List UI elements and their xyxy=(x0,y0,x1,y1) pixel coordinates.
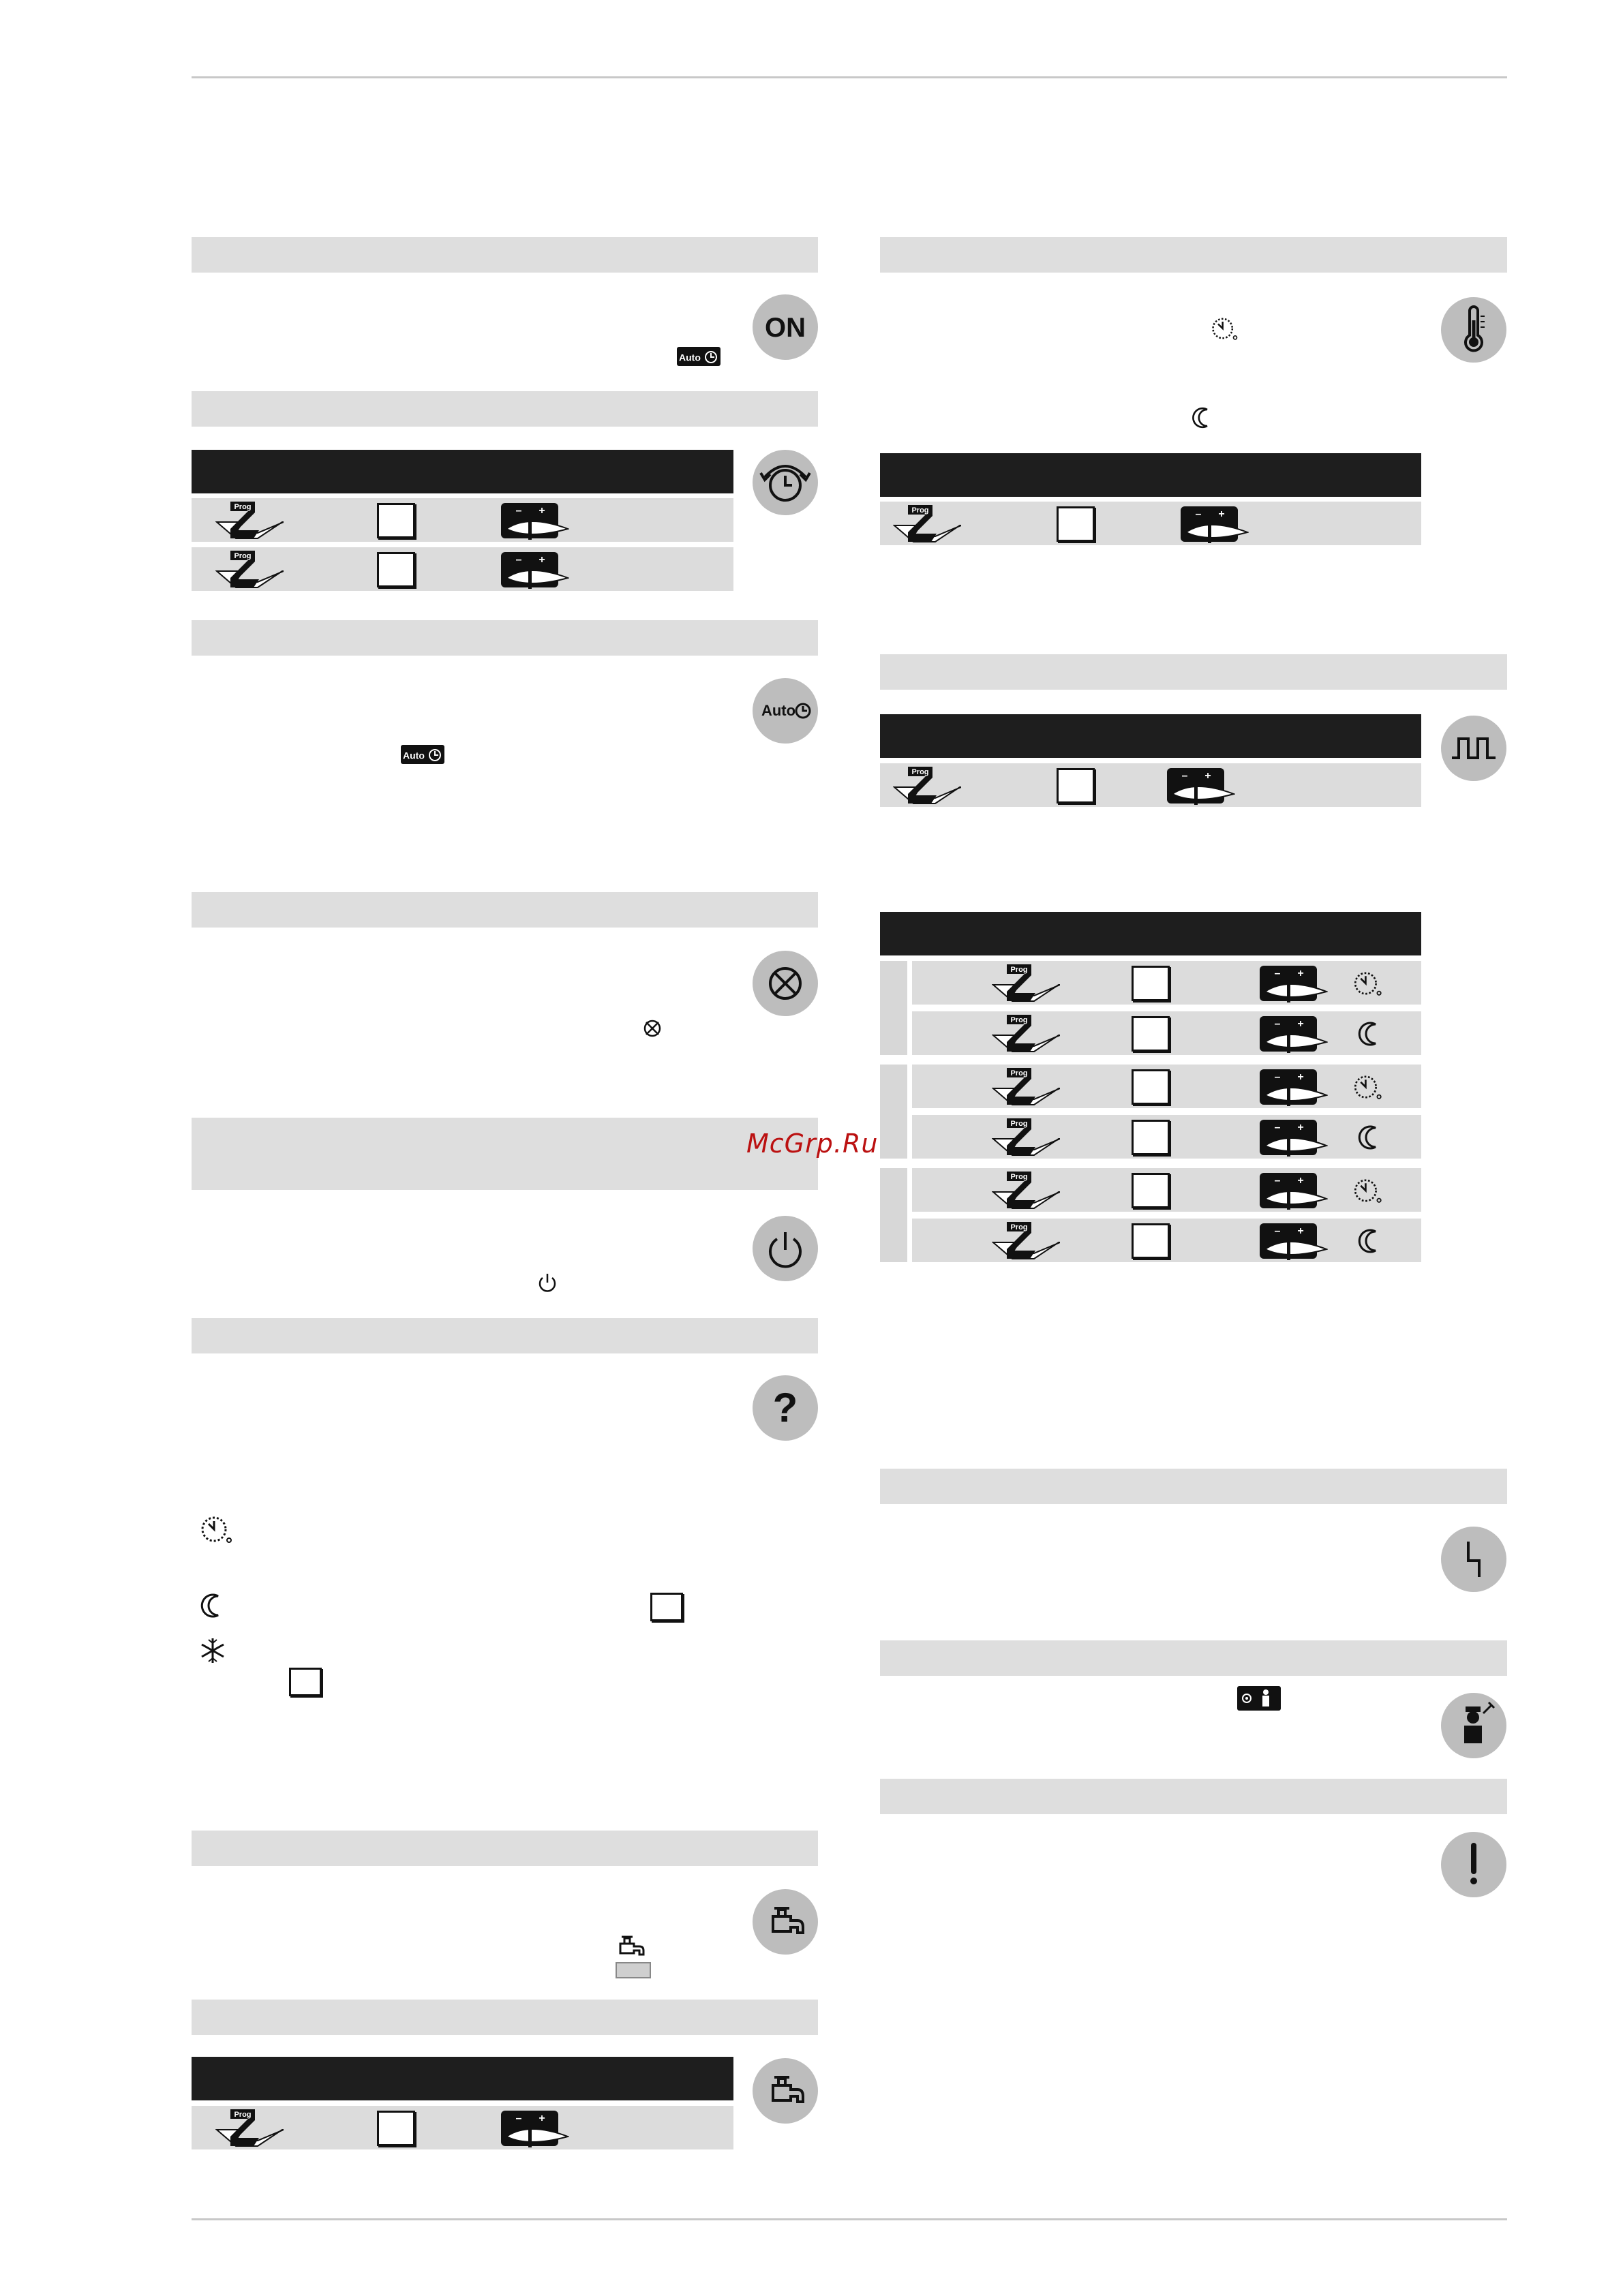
section-header-on xyxy=(192,237,818,273)
chimney-chip-inline xyxy=(1237,1686,1281,1711)
svg-text:+: + xyxy=(1218,508,1225,520)
prog-key-icon xyxy=(893,764,961,805)
svg-text:Auto: Auto xyxy=(761,702,796,719)
table-header-dhw xyxy=(192,2057,733,2100)
moon-icon xyxy=(198,1591,228,1621)
prog-key-icon xyxy=(992,1169,1060,1210)
crossed-circle-icon xyxy=(753,951,818,1016)
tap-icon xyxy=(753,2058,818,2124)
svg-text:Prog: Prog xyxy=(234,552,252,560)
minus-plus-rocker-icon xyxy=(1260,964,1328,1002)
minus-plus-rocker-icon xyxy=(1260,1015,1328,1053)
minus-plus-rocker-icon xyxy=(501,502,569,540)
section-header-auto xyxy=(192,620,818,656)
day-group-tab xyxy=(880,1168,907,1262)
clock-arrows-icon xyxy=(753,450,818,515)
moon-icon xyxy=(1355,1226,1385,1256)
table-header-pulse xyxy=(880,714,1421,758)
section-header-pulse xyxy=(880,654,1507,690)
help-badge xyxy=(753,1375,818,1441)
pulse-badge xyxy=(1441,716,1506,781)
section-header-off xyxy=(192,892,818,928)
key-square-inline xyxy=(650,1593,683,1621)
off-badge xyxy=(753,951,818,1016)
prog-key-icon xyxy=(992,1116,1060,1157)
comfort-clock-icon xyxy=(1350,1174,1386,1208)
standby-badge xyxy=(753,1216,818,1281)
key-square xyxy=(1132,1120,1170,1155)
svg-text:Prog: Prog xyxy=(234,2111,252,2119)
svg-text:–: – xyxy=(1274,1225,1281,1237)
auto-chip-inline xyxy=(401,745,444,764)
key-square xyxy=(377,503,415,538)
comfort-clock-icon xyxy=(1350,966,1386,1000)
svg-text:Prog: Prog xyxy=(911,506,929,515)
on-badge-icon xyxy=(753,294,818,360)
key-square-inline xyxy=(289,1668,322,1696)
svg-text:+: + xyxy=(1297,1175,1304,1187)
svg-text:+: + xyxy=(1204,770,1211,782)
comfort-clock-icon xyxy=(1208,312,1242,345)
key-square xyxy=(1057,768,1095,803)
minus-plus-rocker-icon xyxy=(1167,767,1235,805)
svg-text:+: + xyxy=(539,2113,545,2124)
thermometer-icon xyxy=(1441,297,1506,363)
section-header-dhw-time xyxy=(192,2000,818,2035)
on-badge xyxy=(753,294,818,360)
prog-key-icon xyxy=(992,1219,1060,1260)
minus-plus-rocker-icon xyxy=(501,2109,569,2147)
minus-plus-rocker-icon xyxy=(1260,1118,1328,1157)
key-square xyxy=(1132,1223,1170,1259)
minus-plus-rocker-icon xyxy=(1260,1222,1328,1260)
tap-icon xyxy=(753,1889,818,1955)
section-header-fault xyxy=(880,1469,1507,1504)
fault-badge xyxy=(1441,1527,1506,1592)
key-square xyxy=(377,2111,415,2146)
key-square xyxy=(1132,1173,1170,1208)
minus-plus-rocker-icon xyxy=(1260,1172,1328,1210)
minus-plus-rocker-icon xyxy=(1181,505,1249,543)
section-header-warning xyxy=(880,1779,1507,1814)
svg-text:–: – xyxy=(515,554,522,566)
auto-chip-inline xyxy=(677,347,721,366)
top-rule xyxy=(192,76,1507,78)
day-group-tab xyxy=(880,961,907,1055)
section-header-help xyxy=(192,1318,818,1353)
svg-text:–: – xyxy=(515,505,522,517)
prog-key-icon xyxy=(992,1012,1060,1053)
auto-clock-icon xyxy=(753,678,818,744)
question-icon xyxy=(753,1375,818,1441)
svg-text:–: – xyxy=(515,2113,522,2124)
svg-text:+: + xyxy=(1297,968,1304,979)
prog-key-icon xyxy=(215,548,284,589)
svg-text:+: + xyxy=(1297,1225,1304,1237)
svg-text:–: – xyxy=(1274,1018,1281,1030)
chimney-sweep-icon xyxy=(1441,1693,1506,1758)
key-square xyxy=(1057,506,1095,542)
comfort-clock-icon xyxy=(196,1510,237,1548)
svg-text:?: ? xyxy=(772,1385,798,1430)
chimney-sweep-icon xyxy=(1237,1686,1281,1711)
key-square xyxy=(1132,966,1170,1001)
watermark: McGrp.Ru xyxy=(746,1129,879,1159)
power-icon xyxy=(535,1270,560,1295)
minus-plus-rocker-icon xyxy=(1260,1068,1328,1106)
table-row xyxy=(880,763,1421,807)
table-row xyxy=(880,502,1421,545)
svg-text:–: – xyxy=(1274,1175,1281,1187)
svg-text:Prog: Prog xyxy=(234,503,252,511)
moon-icon xyxy=(1189,405,1215,431)
clock-icon xyxy=(427,748,442,763)
svg-text:Prog: Prog xyxy=(1010,966,1028,974)
tap-on-tank-icon xyxy=(613,1930,653,1979)
table-header-program xyxy=(880,912,1421,955)
section-header-temp xyxy=(880,237,1507,273)
clock-badge xyxy=(753,450,818,515)
crossed-circle-icon xyxy=(641,1017,664,1040)
auto-badge xyxy=(753,678,818,744)
minus-plus-rocker-icon xyxy=(501,551,569,589)
svg-text:Prog: Prog xyxy=(911,768,929,776)
thermo-badge xyxy=(1441,297,1506,363)
snowflake-icon xyxy=(198,1636,228,1666)
section-header-standby xyxy=(192,1118,818,1190)
svg-text:Prog: Prog xyxy=(1010,1069,1028,1077)
bottom-rule xyxy=(192,2218,1507,2220)
svg-text:+: + xyxy=(539,505,545,517)
power-icon xyxy=(753,1216,818,1281)
svg-text:+: + xyxy=(1297,1018,1304,1030)
prog-key-icon xyxy=(992,962,1060,1002)
svg-text:+: + xyxy=(1297,1071,1304,1083)
svg-text:–: – xyxy=(1274,1071,1281,1083)
clock-icon xyxy=(703,350,718,365)
auto-chip-label: Auto xyxy=(403,750,425,761)
auto-chip-label: Auto xyxy=(679,352,701,363)
moon-icon xyxy=(1355,1122,1385,1152)
chimney-badge xyxy=(1441,1693,1506,1758)
square-wave-icon xyxy=(1441,716,1506,781)
exclamation-icon xyxy=(1441,1832,1506,1897)
key-square xyxy=(1132,1069,1170,1105)
table-header-time xyxy=(192,450,733,493)
prog-key-icon xyxy=(215,2107,284,2147)
comfort-clock-icon xyxy=(1350,1070,1386,1104)
tap-badge xyxy=(753,1889,818,1955)
svg-text:Prog: Prog xyxy=(1010,1120,1028,1128)
section-header-time xyxy=(192,391,818,427)
key-square xyxy=(377,552,415,587)
svg-text:ON: ON xyxy=(765,313,806,343)
svg-text:–: – xyxy=(1195,508,1202,520)
svg-text:–: – xyxy=(1274,1122,1281,1133)
svg-text:–: – xyxy=(1274,968,1281,979)
prog-key-icon xyxy=(215,499,284,540)
prog-key-icon xyxy=(893,502,961,543)
table-header-temp xyxy=(880,453,1421,497)
svg-text:Prog: Prog xyxy=(1010,1173,1028,1181)
moon-icon xyxy=(1355,1019,1385,1049)
svg-text:+: + xyxy=(539,554,545,566)
key-square xyxy=(1132,1016,1170,1052)
section-header-dhw xyxy=(192,1831,818,1866)
svg-text:+: + xyxy=(1297,1122,1304,1133)
svg-text:Prog: Prog xyxy=(1010,1223,1028,1231)
tap-badge xyxy=(753,2058,818,2124)
prog-key-icon xyxy=(992,1065,1060,1106)
warning-badge xyxy=(1441,1832,1506,1897)
lightning-icon xyxy=(1441,1527,1506,1592)
section-header-chimney xyxy=(880,1640,1507,1676)
svg-text:Prog: Prog xyxy=(1010,1016,1028,1024)
day-group-tab xyxy=(880,1065,907,1159)
svg-text:–: – xyxy=(1181,770,1188,782)
